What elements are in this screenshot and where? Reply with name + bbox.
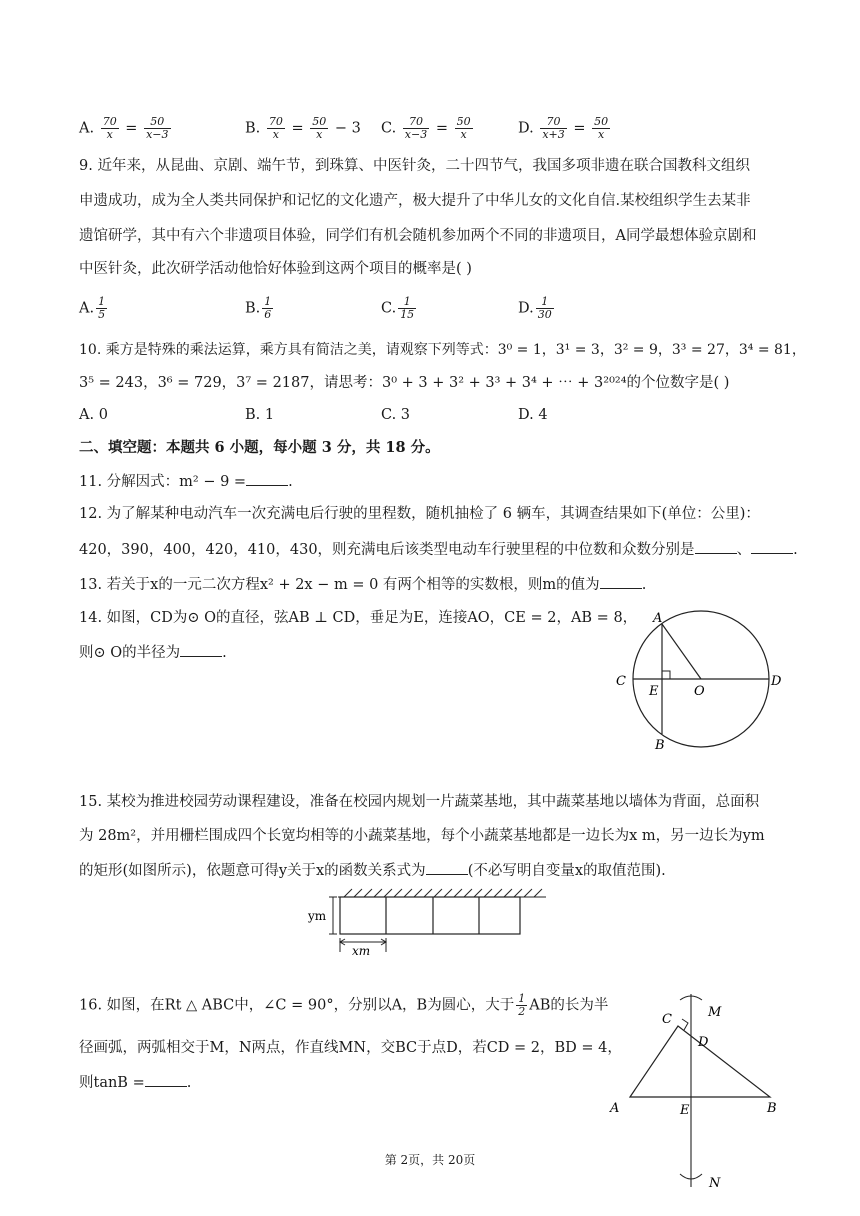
- q8-option-b: B. $\frac{70}{x}$ = $\frac{50}{x}$ − 3: [245, 115, 361, 141]
- wall-hatching: [338, 889, 546, 897]
- q14-answer-blank: [180, 642, 222, 657]
- q16-line-1: 16. 如图，在Rt △ ABC中，∠C = 90°，分别以A，B为圆心，大于 $\frac{1}{2}$ AB的长为半: [79, 992, 609, 1018]
- label-d: D: [771, 674, 782, 689]
- section-2-heading: 二、填空题：本题共 6 小题，每小题 3 分，共 18 分。: [79, 439, 440, 456]
- q11-answer-blank: [246, 471, 288, 486]
- label-a: A: [610, 1101, 620, 1116]
- label-b: B: [767, 1101, 777, 1116]
- q9-option-c: C. $\frac{1}{15}$: [381, 295, 415, 321]
- q12-mode-blank: [751, 539, 793, 554]
- q9-line-2: 申遗成功，成为全人类共同保护和记忆的文化遗产，极大提升了中华儿女的文化自信.某校组织学生去某非: [79, 193, 751, 209]
- fence-plots: [340, 897, 520, 934]
- label-n: N: [709, 1176, 721, 1191]
- q12-median-blank: [695, 539, 737, 554]
- label-o: O: [694, 684, 705, 699]
- q10-option-c: C. 3: [381, 407, 411, 423]
- q14-line-2: 则⊙ O的半径为 .: [79, 642, 227, 663]
- label-c: C: [662, 1012, 672, 1027]
- q9-option-b: B. $\frac{1}{6}$: [245, 295, 272, 321]
- q9-line-3: 遗馆研学，其中有六个非遗项目体验，同学们有机会随机参加两个不同的非遗项目，A同学最想体验京剧和: [79, 228, 757, 244]
- q15-line-2: 为 28m²，并用栅栏围成四个长宽均相等的小蔬菜基地，每个小蔬菜基地都是一边长为x m，另一边长为ym: [79, 828, 765, 844]
- q10-option-b: B. 1: [245, 407, 275, 423]
- q12-line-2: 420，390，400，420，410，430，则充满电后该类型电动车行驶里程的中位数和众数分别是 、 .: [79, 539, 798, 560]
- y-label: ym: [308, 909, 327, 923]
- q8-option-c: C. $\frac{70}{x-3}$ = $\frac{50}{x}$: [381, 115, 471, 141]
- q14-circle-figure: [605, 605, 795, 755]
- q8-option-d: D. $\frac{70}{x+3}$ = $\frac{50}{x}$: [518, 115, 609, 141]
- q13-answer-blank: [600, 574, 642, 589]
- q13: 13. 若关于x的一元二次方程x² + 2x − m = 0 有两个相等的实数根，则m的值为 .: [79, 574, 646, 595]
- q10-line-1: 10. 乘方是特殊的乘法运算，乘方具有简洁之美，请观察下列等式：3⁰ = 1，3¹ = 3，3² = 9，3³ = 27，3⁴ = 81，: [79, 342, 806, 358]
- x-label: xm: [352, 944, 371, 958]
- label-e: E: [680, 1103, 690, 1118]
- q10-option-d: D. 4: [518, 407, 548, 423]
- q9-line-1: 9. 近年来，从昆曲、京剧、端午节，到珠算、中医针灸，二十四节气，我国多项非遗在联合国教科文组织: [79, 158, 750, 174]
- label-c: C: [616, 674, 626, 689]
- q15-line-1: 15. 某校为推进校园劳动课程建设，准备在校园内规划一片蔬菜基地，其中蔬菜基地以墙体为背面，总面积: [79, 794, 760, 810]
- q10-option-a: A. 0: [79, 407, 108, 423]
- q10-line-2: 3⁵ = 243，3⁶ = 729，3⁷ = 2187，请思考：3⁰ + 3 + 3² + 3³ + 3⁴ + ⋯ + 3²⁰²⁴的个位数字是( ): [79, 375, 730, 391]
- q16-answer-blank: [145, 1072, 187, 1087]
- q16-line-3: 则tanB = .: [79, 1072, 191, 1093]
- label-m: M: [708, 1005, 722, 1020]
- q15-garden-figure: [300, 886, 550, 958]
- q16-line-2: 径画弧，两弧相交于M，N两点，作直线MN，交BC于点D，若CD = 2，BD = 4，: [79, 1040, 622, 1056]
- q11: 11. 分解因式：m² − 9 = .: [79, 471, 293, 492]
- q12-line-1: 12. 为了解某种电动汽车一次充满电后行驶的里程数，随机抽检了 6 辆车，其调查结果如下(单位：公里)：: [79, 506, 760, 522]
- page-footer: 第 2页，共 20页: [384, 1153, 476, 1167]
- q15-answer-blank: [426, 860, 468, 875]
- q15-line-3: 的矩形(如图所示)，依题意可得y关于x的函数关系式为 (不必写明自变量x的取值范围).: [79, 860, 666, 881]
- label-a: A: [653, 611, 663, 626]
- y-dimension: [329, 897, 337, 934]
- q14-line-1: 14. 如图，CD为⊙ O的直径，弦AB ⊥ CD，垂足为E，连接AO，CE = 2，AB = 8，: [79, 610, 638, 626]
- q9-line-4: 中医针灸，此次研学活动他恰好体验到这两个项目的概率是( ): [79, 261, 472, 277]
- q8-option-a: A. $\frac{70}{x}$ = $\frac{50}{x-3}$: [79, 115, 169, 141]
- q9-option-d: D. $\frac{1}{30}$: [518, 295, 552, 321]
- right-angle-mark-c: [682, 1019, 688, 1030]
- label-e: E: [649, 684, 659, 699]
- label-d: D: [698, 1035, 709, 1050]
- label-b: B: [655, 738, 665, 753]
- right-angle-mark: [662, 671, 670, 679]
- q9-option-a: A. $\frac{1}{5}$: [79, 295, 106, 321]
